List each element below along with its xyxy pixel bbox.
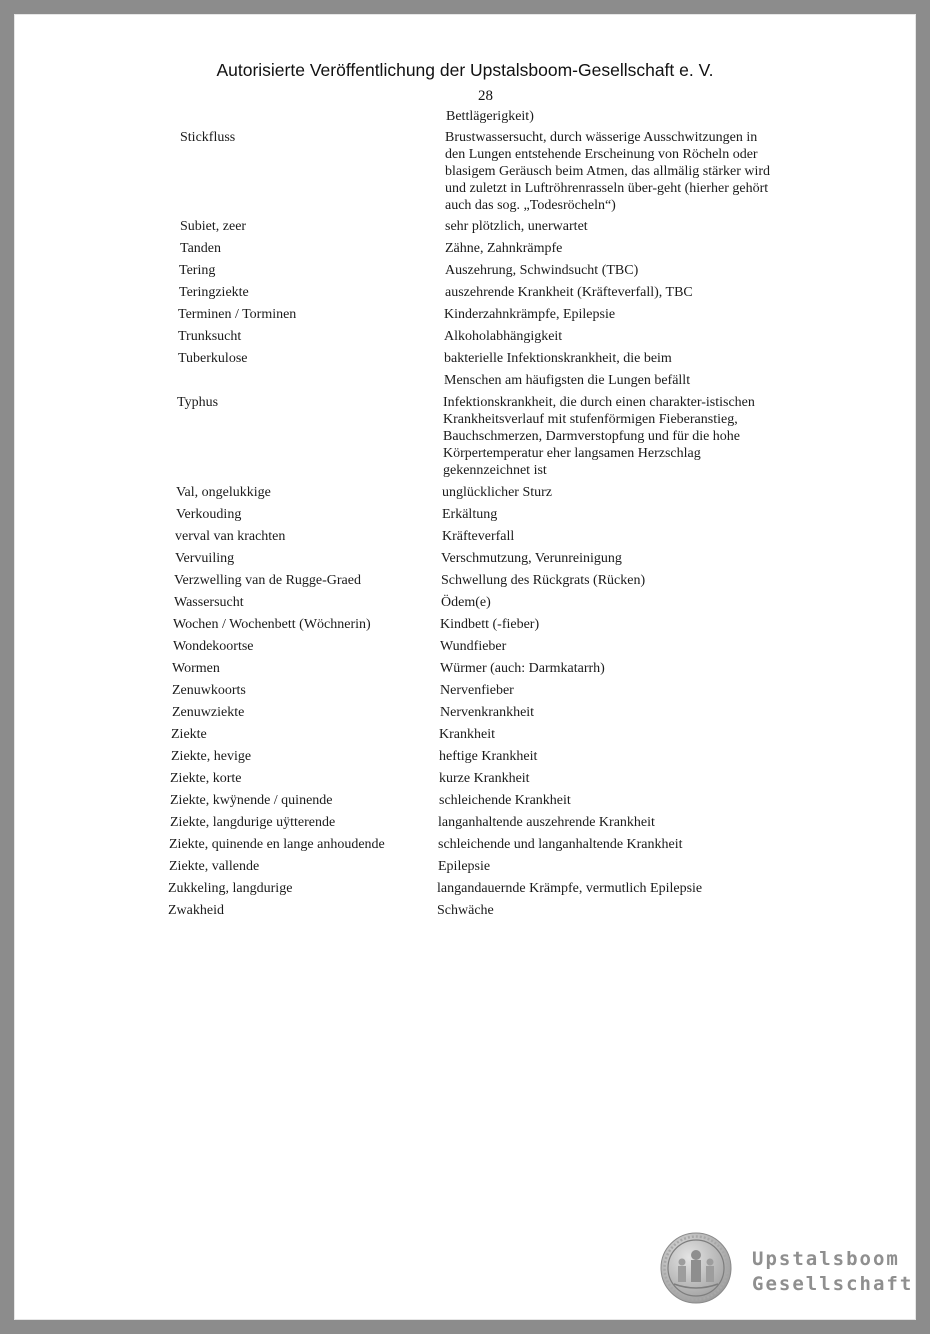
glossary-definition-line: und zuletzt in Luftröhrenrasseln über-geht (hierher gehört [445, 181, 769, 196]
glossary-definition-line: Brustwassersucht, durch wässerige Ausschwitzungen in [445, 130, 758, 145]
glossary-definition-line: Alkoholabhängigkeit [444, 329, 563, 344]
glossary-definition-line: blasigem Geräusch beim Atmen, das allmälig stärker wird [445, 164, 771, 179]
glossary-definition-line: Nervenkrankheit [440, 705, 535, 720]
glossary-term: Wondekoortse [173, 639, 254, 654]
glossary-definition-line: Bettlägerigkeit) [446, 109, 534, 124]
glossary-definition-line: auch das sog. „Todesröcheln“) [445, 198, 616, 213]
glossary-definition-line: kurze Krankheit [439, 771, 530, 786]
glossary-term: Zenuwkoorts [172, 683, 246, 698]
logo-line-2: Gesellschaft [752, 1273, 914, 1295]
glossary-term: Verzwelling van de Rugge-Graed [174, 573, 361, 588]
glossary-definition-line: Würmer (auch: Darmkatarrh) [440, 661, 605, 676]
glossary-term: Wochen / Wochenbett (Wöchnerin) [173, 617, 371, 632]
glossary-definition-line: Infektionskrankheit, die durch einen charakter-istischen [443, 395, 755, 410]
glossary-definition-line: Auszehrung, Schwindsucht (TBC) [445, 263, 639, 278]
glossary-definition-line: Menschen am häufigsten die Lungen befällt [444, 373, 691, 388]
glossary-definition-line: Krankheitsverlauf mit stufenförmigen Fieberanstieg, [443, 412, 738, 427]
glossary-term: verval van krachten [175, 529, 286, 544]
glossary-term: Tuberkulose [178, 351, 248, 366]
glossary-definition-line: Schwellung des Rückgrats (Rücken) [441, 573, 646, 588]
glossary-term: Tering [179, 263, 216, 278]
glossary-term: Typhus [177, 395, 219, 410]
glossary-term: Terminen / Torminen [178, 307, 297, 322]
glossary-term: Val, ongelukkige [176, 485, 271, 500]
glossary-definition-line: Kinderzahnkrämpfe, Epilepsie [444, 307, 616, 322]
glossary-definition-line: Bauchschmerzen, Darmverstopfung und für die hohe [443, 429, 741, 444]
page-number: 28 [478, 88, 493, 104]
glossary-definition-line: unglücklicher Sturz [442, 485, 553, 500]
glossary-term: Ziekte, hevige [171, 749, 252, 764]
glossary-definition-line: Erkältung [442, 507, 498, 522]
glossary-definition-line: Epilepsie [438, 859, 491, 874]
glossary-definition-line: Kindbett (-fieber) [440, 617, 540, 632]
glossary-term: Zenuwziekte [172, 705, 245, 720]
glossary-definition-line: heftige Krankheit [439, 749, 538, 764]
glossary-definition-line: schleichende und langanhaltende Krankheit [438, 837, 683, 852]
glossary-definition-line: langandauernde Krämpfe, vermutlich Epilepsie [437, 881, 703, 896]
glossary-definition-line: Zähne, Zahnkrämpfe [445, 241, 563, 256]
glossary-term: Stickfluss [180, 130, 236, 145]
glossary-definition-line: langanhaltende auszehrende Krankheit [438, 815, 655, 830]
glossary-term: Tanden [180, 241, 222, 256]
glossary-definition-line: Schwäche [437, 903, 494, 918]
glossary-term: Wormen [172, 661, 220, 676]
glossary-definition-line: sehr plötzlich, unerwartet [445, 219, 588, 234]
glossary-definition-line: Nervenfieber [440, 683, 514, 698]
glossary-definition-line: schleichende Krankheit [439, 793, 571, 808]
society-seal-icon [660, 1232, 732, 1304]
glossary-term: Ziekte, kwÿnende / quinende [170, 793, 333, 808]
glossary-definition-line: auszehrende Krankheit (Kräfteverfall), TBC [445, 285, 693, 300]
glossary-term: Ziekte [171, 727, 207, 742]
glossary-definition-line: den Lungen entstehende Erscheinung von Röcheln oder [445, 147, 758, 162]
glossary-term: Zwakheid [168, 903, 224, 918]
glossary-definition-line: Krankheit [439, 727, 495, 742]
glossary-term: Wassersucht [174, 595, 244, 610]
glossary-term: Ziekte, quinende en lange anhoudende [169, 837, 385, 852]
glossary-definition-line: bakterielle Infektionskrankheit, die beim [444, 351, 672, 366]
glossary-definition-line: Körpertemperatur eher langsamen Herzschlag [443, 446, 701, 461]
glossary-term: Zukkeling, langdurige [168, 881, 293, 896]
glossary-definition-line: Kräfteverfall [442, 529, 515, 544]
page-header: Autorisierte Veröffentlichung der Upstalsboom-Gesellschaft e. V. [216, 60, 714, 80]
glossary-definition-line: gekennzeichnet ist [443, 463, 547, 478]
glossary-definition-line: Verschmutzung, Verunreinigung [441, 551, 622, 566]
glossary-term: Ziekte, korte [170, 771, 242, 786]
glossary-term: Trunksucht [178, 329, 242, 344]
glossary-term: Verkouding [176, 507, 242, 522]
glossary-definition-line: Wundfieber [440, 639, 507, 654]
glossary-term: Subiet, zeer [180, 219, 247, 234]
glossary-term: Vervuiling [175, 551, 235, 566]
glossary-term: Ziekte, langdurige uÿtterende [170, 815, 336, 830]
logo-line-1: Upstalsboom [752, 1248, 900, 1270]
glossary-term: Teringziekte [179, 285, 249, 300]
glossary-definition-line: Ödem(e) [441, 595, 491, 610]
glossary-term: Ziekte, vallende [169, 859, 260, 874]
